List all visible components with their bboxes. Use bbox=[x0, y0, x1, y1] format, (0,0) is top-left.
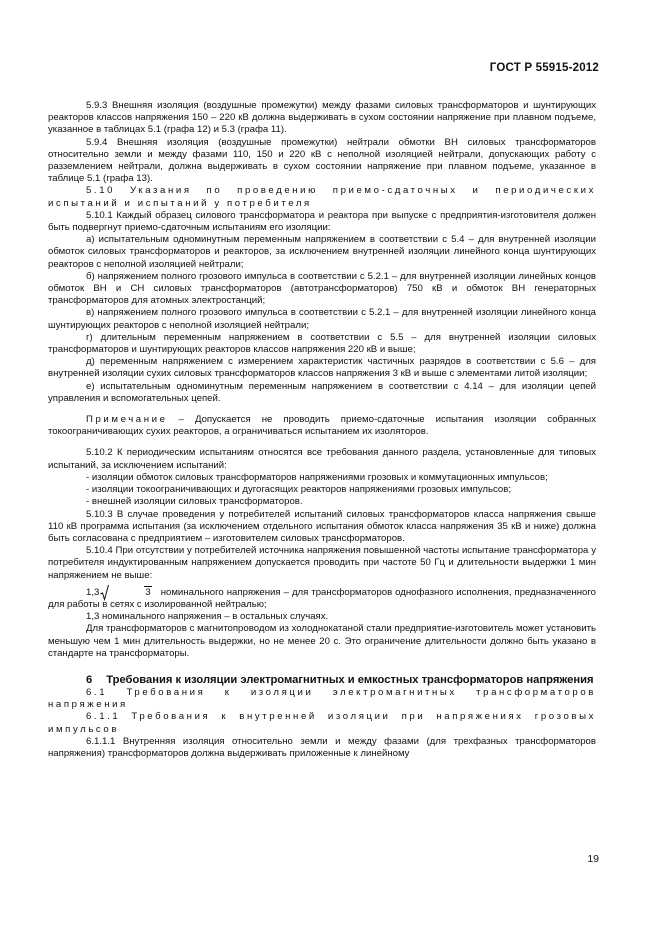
heading-6-1: 6.1 Требования к изоляции электромагнитных трансформаторов напряжения bbox=[48, 686, 596, 711]
list-item-v: в) напряжением полного грозового импульса в соответствии с 5.2.1 – для внутренней изоляции линейного конца шунтирующих реакторов с неполной изоляцией нейтрали; bbox=[48, 307, 596, 331]
paragraph-5-10-2: 5.10.2 К периодическим испытаниям относятся все требования данного раздела, установленные для типовых испытаний, за исключением испытаний: bbox=[48, 447, 596, 471]
paragraph-5-9-4: 5.9.4 Внешняя изоляция (воздушные промежутки) нейтрали обмотки ВН силовых трансформаторов относительно земли и между фазами 110, 150 и 220 кВ с неполной изоляцией нейтрали, допускающих работу с разземлением нейтрали, должна выдерживать в сухом состоянии напряжение при плавном подъеме, указанное в таблице 5.1 (графа 13). bbox=[48, 136, 596, 185]
paragraph-5-9-3: 5.9.3 Внешняя изоляция (воздушные промежутки) между фазами силовых трансформаторов и шунтирующих реакторов классов напряжения 150 – 220 кВ должна выдерживать в сухом состоянии напряжение при плавном подъеме, указанное в таблицах 5.1 (графа 12) и 5.3 (графа 11). bbox=[48, 100, 596, 136]
paragraph-6-1-1-1: 6.1.1.1 Внутренняя изоляция относительно земли и между фазами (для трехфазных трансформаторов напряжения) трансформаторов должна выдерживать приложенные к линейному bbox=[48, 735, 596, 759]
list-item-d: д) переменным напряжением с измерением характеристик частичных разрядов в соответствии с 5.6 – для внутренней изоляции сухих силовых трансформаторов классов напряжения 3 кВ и выше с элементами литой изоляции; bbox=[48, 356, 596, 380]
exception-item-2: - изоляции токоограничивающих и дугогасящих реакторов напряжениями грозовых импульсов; bbox=[86, 484, 512, 496]
paragraph-5-10-3: 5.10.3 В случае проведения у потребителей испытаний силовых трансформаторов класса напряжения свыше 110 кВ программа испытания (за исключением отдельного испытания обмоток класса напряжения 35 кВ и ниже) должна быть согласована с предприятием – изготовителем силовых трансформаторов. bbox=[48, 508, 596, 544]
list-item-e: е) испытательным одноминутным переменным напряжением в соответствии с 4.14 – для изоляции цепей управления и вспомогательных цепей. bbox=[48, 380, 596, 404]
paragraph-5-10-4: 5.10.4 При отсутствии у потребителей источника напряжения повышенной частоты испытание трансформатора у потребителя индуктированным напряжением допускается проводить при частоте 50 Гц и длительности выдержки 1 мин напряжением не выше: bbox=[48, 545, 596, 581]
exception-item-3: - внешней изоляции силовых трансформаторов. bbox=[86, 496, 303, 508]
sqrt-symbol bbox=[100, 587, 151, 599]
paragraph-5-10-1: 5.10.1 Каждый образец силового трансформатора и реактора при выпуске с предприятия-изготовителя должен быть подвергнут приемо-сдаточным испытаниям его изоляции: bbox=[48, 209, 596, 234]
heading-5-10: 5.10 Указания по проведению приемо-сдаточных и периодических испытаний и испытаний у потребителя bbox=[48, 185, 596, 209]
list-item-b: б) напряжением полного грозового импульса в соответствии с 5.2.1 – для внутренней изоляции линейных концов обмоток ВН и СН силовых трансформаторов (автотрансформаторов) 750 кВ и обмоток ВН генераторных трансформаторов для атомных электростанций; bbox=[48, 270, 596, 307]
heading-6-1-1: 6.1.1 Требования к внутренней изоляции при напряжениях грозовых импульсов bbox=[48, 711, 596, 735]
formula-coef: 1,3 bbox=[86, 586, 100, 598]
paragraph-cold-rolled-steel: Для трансформаторов с магнитопроводом из холоднокатаной стали предприятие-изготовитель может установить меньшую чем 1 мин длительность выдержки, но не менее 20 с. Это ограничение длительности должно быть указано в стандарте на трансформаторы. bbox=[48, 623, 596, 659]
note bbox=[48, 414, 596, 438]
document-code: ГОСТ Р 55915-2012 bbox=[489, 62, 599, 74]
list-item-g: г) длительным переменным напряжением в соответствии с 5.5 – для внутренней изоляции силовых трансформаторов и шунтирующих реакторов классов напряжения 220 кВ и выше; bbox=[48, 331, 596, 356]
list-item-a: а) испытательным одноминутным переменным напряжением в соответствии с 5.4 – для внутренней изоляции обмоток силовых трансформаторов и реакторов, за исключением внутренней изоляции линейного конца шунтирующих реакторов с неполной изоляцией нейтрали; bbox=[48, 234, 596, 270]
page-content bbox=[48, 100, 596, 760]
formula-radicand: 3 bbox=[145, 586, 151, 598]
page-number: 19 bbox=[587, 853, 599, 865]
formula-other-cases: 1,3 номинального напряжения – в остальных случаях. bbox=[86, 611, 329, 623]
exception-item-1: - изоляции обмоток силовых трансформаторов напряжениями грозовых и коммутационных импульсов; bbox=[86, 471, 548, 483]
section-6-number: 6 bbox=[86, 673, 93, 686]
formula-line bbox=[48, 587, 596, 611]
section-6-heading bbox=[48, 673, 596, 687]
formula-text: номинального напряжения – для трансформаторов однофазного исполнения, предназначенного для работы в сетях с изолированной нейтралью; bbox=[48, 586, 596, 610]
note-label: Примечание bbox=[86, 414, 168, 426]
section-6-title: Требования к изоляции электромагнитных и емкостных трансформаторов напряжения bbox=[106, 673, 594, 686]
note-text: – Допускается не проводить приемо-сдаточные испытания изоляции собранных токоограничивающих сухих реакторов, а ограничиваться испытанием их изоляторов. bbox=[48, 414, 596, 438]
